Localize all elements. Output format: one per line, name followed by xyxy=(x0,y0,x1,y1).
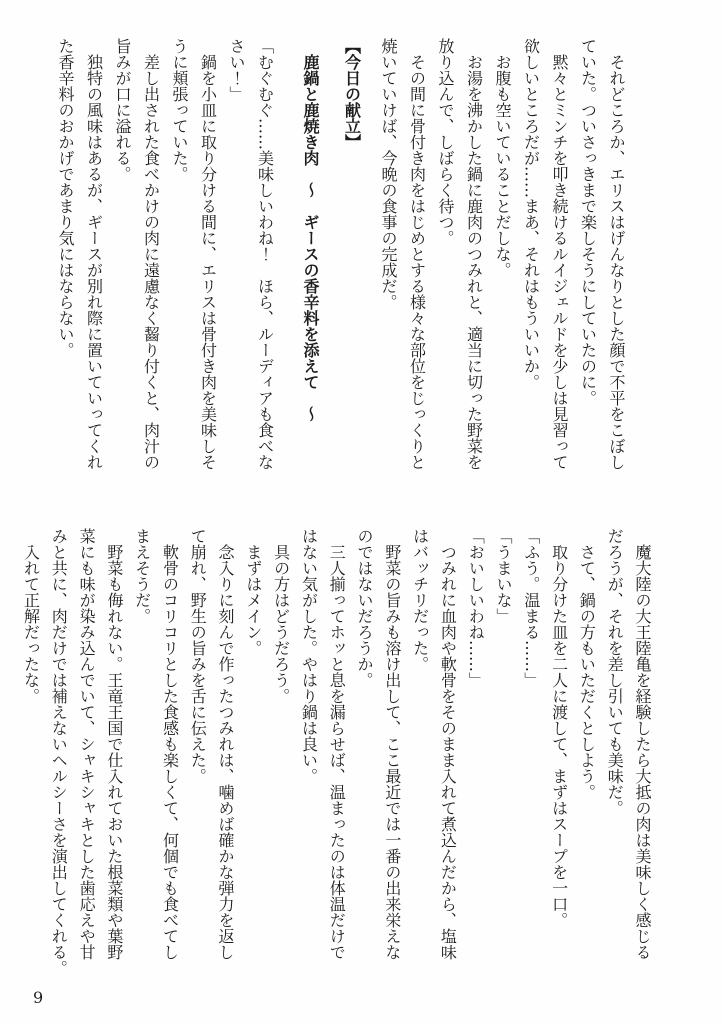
text-line: その間に骨付き肉をはじめとする様々な部位をじっくりと xyxy=(407,38,427,470)
upper-text-block xyxy=(51,38,631,478)
text-line: 「むぐむぐ……美味しいわね！ ほら、ルーディアも食べな xyxy=(255,38,275,470)
text-line: 旨みが口に溢れる。 xyxy=(113,38,132,182)
text-line: 焼いていけば、今晩の食事の完成だ。 xyxy=(379,38,398,310)
text-line: まえそうだ。 xyxy=(132,528,152,624)
text-line: 軟骨のコリコリとした食感も楽しくて、何個でも食べてし xyxy=(160,528,180,960)
text-line: 欲しいところだが……まあ、それはもういいか。 xyxy=(521,38,541,390)
text-line: た香辛料のおかげであまり気にはならない。 xyxy=(56,38,75,358)
text-line: 黙々とミンチを叩き続けるルイジェルドを少しは見習って xyxy=(550,38,569,470)
text-line: さて、鍋の方もいただくとしよう。 xyxy=(577,528,597,800)
text-line: 入れて正解だったな。 xyxy=(21,528,41,704)
text-line: だろうが、それを差し引いても美味だ。 xyxy=(605,528,625,816)
text-line: 「うまいな」 xyxy=(494,528,514,624)
text-line: 独特の風味はあるが、ギースが別れ際に置いていってくれ xyxy=(84,38,104,470)
text-line: 魔大陸の大王陸亀を経験したら大抵の肉は美味しく感じる xyxy=(633,528,652,960)
text-line: お腹も空いていることだしな。 xyxy=(493,38,512,278)
menu-heading-line: 鹿鍋と鹿焼き肉 ～ ギースの香辛料を添えて ～ xyxy=(301,38,320,422)
text-line: 「ふう。温まる……」 xyxy=(521,528,541,688)
text-line: はない気がした。やはり鍋は良い。 xyxy=(299,528,319,784)
menu-heading-line: 【今日の献立】 xyxy=(342,38,362,150)
text-line: 「おいしいわね……」 xyxy=(466,528,486,688)
text-line: みと共に、肉だけでは補えないヘルシーさを演出してくれる。 xyxy=(49,528,69,976)
text-line: つみれに血肉や軟骨をそのまま入れて煮込んだから、塩味 xyxy=(438,528,458,960)
text-line: 放り込んで、しばらく待つ。 xyxy=(436,38,455,246)
text-line: 取り分けた皿を二人に渡して、まずはスープを一口。 xyxy=(549,528,569,928)
text-line: うに頬張っていた。 xyxy=(170,38,189,182)
page-number: 9 xyxy=(33,988,44,1007)
text-line: て崩れ、野生の旨みを舌に伝えた。 xyxy=(188,528,208,784)
text-line: 野菜も侮れない。王竜王国で仕入れておいた根菜類や葉野 xyxy=(104,528,124,960)
text-line: 野菜の旨みも溶け出して、ここ最近では一番の出来栄えな xyxy=(382,528,402,960)
text-line: まずはメイン。 xyxy=(243,528,263,656)
text-line: お湯を沸かした鍋に鹿肉のつみれと、適当に切った野菜を xyxy=(464,38,484,470)
text-line: はバッチリだった。 xyxy=(410,528,430,672)
text-line: のではないだろうか。 xyxy=(355,528,375,688)
text-line: 三人揃ってホッと息を漏らせば、温まったのは体温だけで xyxy=(327,528,347,960)
lower-text-block xyxy=(17,528,656,986)
text-line: さい！」 xyxy=(227,38,246,102)
text-line: ていた。ついさっきまで楽しそうにしていたのに。 xyxy=(578,38,598,406)
text-line: 菜にも味が染み込んでいて、シャキシャキとした歯応えや甘 xyxy=(77,528,97,960)
text-line: 具の方はどうだろう。 xyxy=(271,528,291,704)
text-line: 差し出された食べかけの肉に遠慮なく齧り付くと、肉汁の xyxy=(141,38,161,470)
text-line: 念入りに刻んで作ったつみれは、噛めば確かな弾力を返し xyxy=(216,528,236,960)
text-line: それどころか、エリスはげんなりとした顔で不平をこぼし xyxy=(607,38,626,470)
text-line: 鍋を小皿に取り分ける間に、エリスは骨付き肉を美味しそ xyxy=(198,38,218,470)
